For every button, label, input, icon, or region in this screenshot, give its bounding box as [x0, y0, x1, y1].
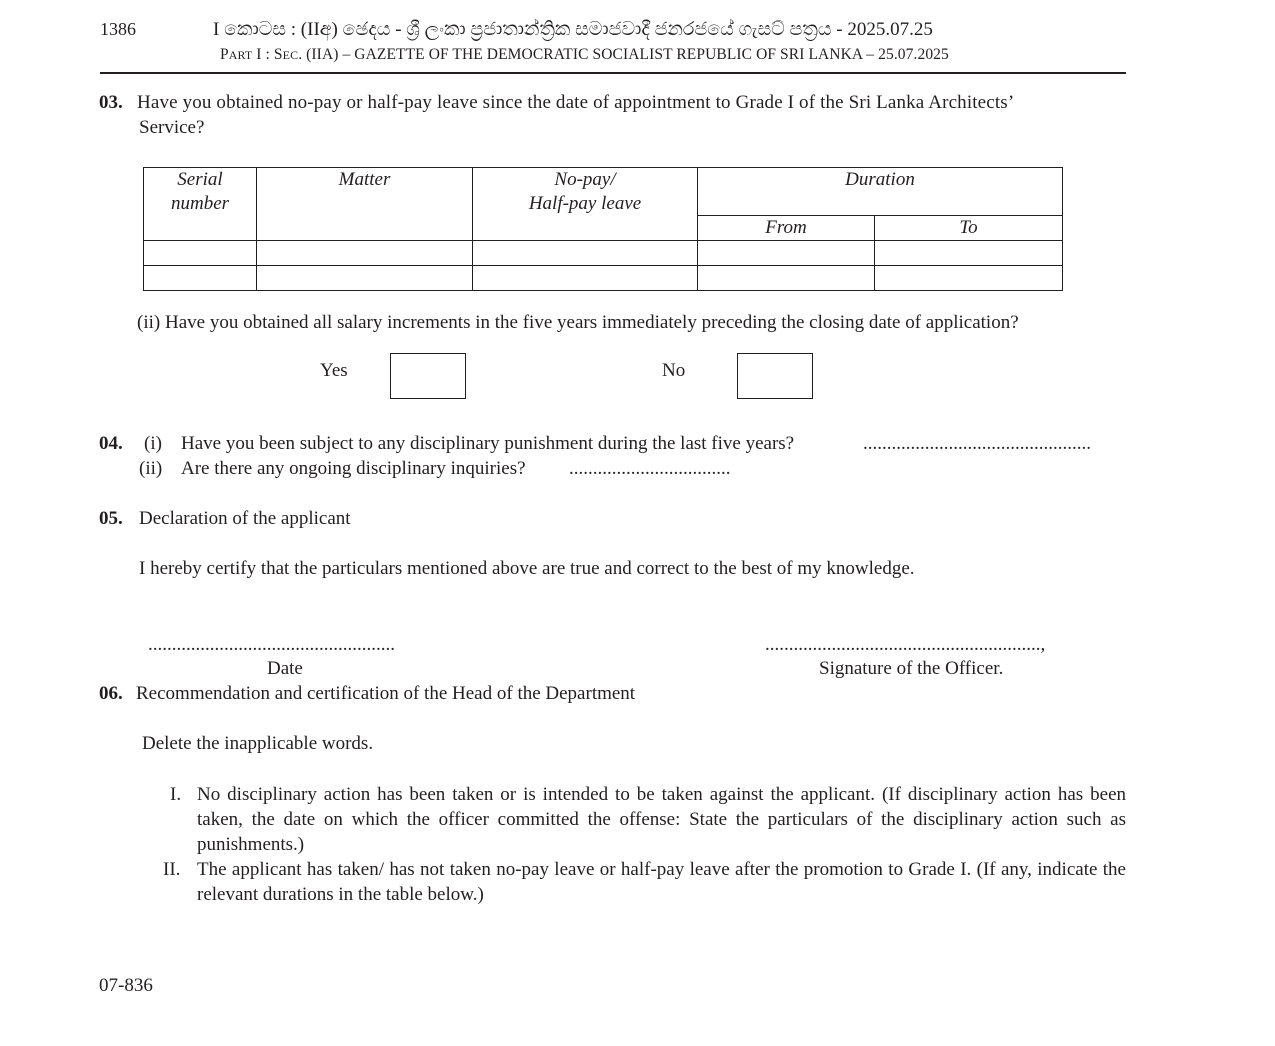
table-cell[interactable] — [257, 266, 473, 291]
table-cell[interactable] — [698, 241, 875, 266]
q06-title: Recommendation and certification of the Head of the Department — [136, 683, 636, 704]
table-cell[interactable] — [257, 241, 473, 266]
q06-item-ii-text: The applicant has taken/ has not taken no-pay leave or half-pay leave after the promotion to Grade I. (If any, indicate the relevant durations in the table below.) — [197, 859, 1126, 905]
footer-code: 07-836 — [99, 975, 153, 996]
table-row — [144, 266, 1063, 291]
q05-title: Declaration of the applicant — [139, 508, 351, 529]
table-cell[interactable] — [473, 266, 698, 291]
english-gazette-title: PART I : SEC. (IIA) – GAZETTE OF THE DEMOCRATIC SOCIALIST REPUBLIC OF SRI LANKA – 25.07.2025 — [220, 46, 949, 63]
leave-table — [143, 167, 1062, 290]
table-cell[interactable] — [473, 241, 698, 266]
yes-checkbox[interactable] — [390, 353, 466, 399]
table-cell[interactable] — [875, 266, 1063, 291]
q04-i-question: Have you been subject to any disciplinary punishment during the last five years? — [181, 433, 795, 454]
date-label: Date — [267, 658, 303, 679]
header-from: From — [698, 216, 875, 241]
q06-item-i-label: I. — [170, 784, 182, 805]
page-number: 1386 — [100, 19, 136, 39]
no-checkbox[interactable] — [737, 353, 813, 399]
table-row — [144, 241, 1063, 266]
q04-ii-label: (ii) — [139, 458, 163, 479]
date-line[interactable]: .................................................... — [148, 634, 395, 655]
q03-number: 03. — [99, 92, 123, 113]
q04-number: 04. — [99, 433, 123, 454]
signature-label: Signature of the Officer. — [819, 658, 1004, 679]
q03-sub-ii-question: Have you obtained all salary increments in the five years immediately preceding the closing date of application? — [165, 312, 1019, 333]
header-serial-number: Serial number — [144, 168, 257, 241]
table-cell[interactable] — [698, 266, 875, 291]
header-to: To — [875, 216, 1063, 241]
q05-number: 05. — [99, 508, 123, 529]
q03-sub-ii-label: (ii) — [137, 312, 161, 333]
header-nopay-halfpay: No-pay/ Half-pay leave — [473, 168, 698, 241]
q04-i-answer-line[interactable]: ................................................ — [863, 433, 1091, 454]
table-cell[interactable] — [144, 241, 257, 266]
header-divider — [100, 72, 1126, 74]
q04-ii-question: Are there any ongoing disciplinary inquiries? — [181, 458, 526, 479]
q04-ii-answer-line[interactable]: .................................. — [569, 458, 731, 479]
yes-label: Yes — [320, 360, 348, 381]
q03-question-line1: Have you obtained no-pay or half-pay leave since the date of appointment to Grade I of the Sri Lanka Architects’ — [137, 92, 1015, 113]
q06-number: 06. — [99, 683, 123, 704]
q03-question-line2: Service? — [139, 117, 205, 138]
signature-line[interactable]: .........................................................., — [765, 634, 1046, 655]
table-cell[interactable] — [875, 241, 1063, 266]
sinhala-gazette-title: I කොටස : (IIඅ) ඡෙදය - ශ්‍රී ලංකා ප්‍රජාතාන්ත්‍රික සමාජවාදී ජනරජයේ ගැසට් පත්‍රය - 2025.07.25 — [213, 19, 933, 40]
header-matter: Matter — [257, 168, 473, 241]
q05-certification: I hereby certify that the particulars mentioned above are true and correct to the best of my knowledge. — [139, 558, 915, 579]
q04-i-label: (i) — [144, 433, 162, 454]
header-duration: Duration — [698, 168, 1063, 216]
table-cell[interactable] — [144, 266, 257, 291]
q06-item-i-text: No disciplinary action has been taken or is intended to be taken against the applicant. (If disciplinary action has been taken, the date on which the officer committed the offense: State the particulars of the disciplinary action such as punishments.) — [197, 784, 1126, 855]
q06-item-ii-label: II. — [163, 859, 181, 880]
q06-delete-note: Delete the inapplicable words. — [142, 733, 374, 754]
no-label: No — [662, 360, 686, 381]
